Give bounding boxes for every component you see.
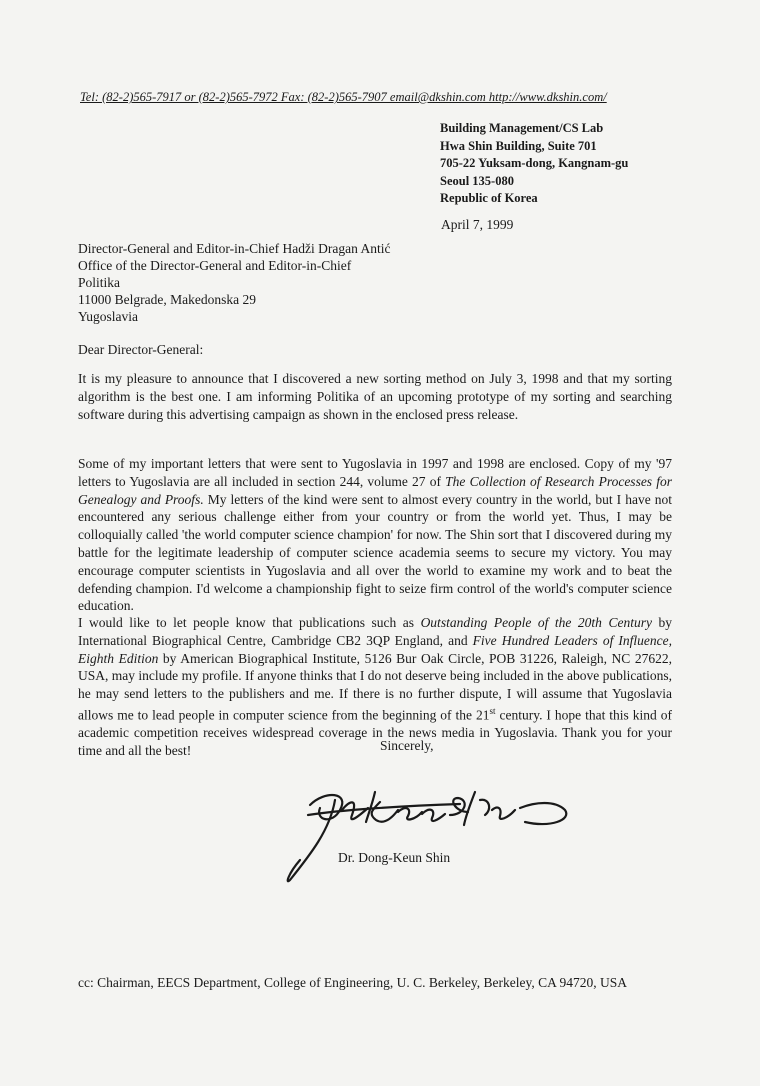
recipient-address-line: Politika	[78, 275, 121, 290]
sender-address	[440, 120, 628, 208]
sender-address-line: Building Management/CS Lab	[440, 121, 604, 135]
recipient-address-line: 11000 Belgrade, Makedonska 29	[78, 292, 256, 307]
sender-address-line: Seoul 135-080	[440, 173, 514, 188]
letter-date: April 7, 1999	[441, 217, 514, 232]
cc-line: cc: Chairman, EECS Department, College of Engineering, U. C. Berkeley, Berkeley, CA 94720, USA	[78, 975, 628, 990]
sender-address-line: 705-22 Yuksam-dong, Kangnam-gu	[440, 156, 629, 170]
sender-address-line: Hwa Shin Building, Suite 701	[440, 138, 597, 153]
closing: Sincerely,	[380, 738, 434, 753]
paragraph-text: I would like to let people know that publications such as	[78, 615, 421, 630]
book-title: Outstanding People of the 20th Century	[420, 615, 652, 630]
recipient-address-line: Yugoslavia	[78, 309, 138, 324]
paragraph-text: by International Biographical Centre, Cambridge CB2 3QP England, and	[78, 615, 672, 648]
body-paragraph-1: It is my pleasure to announce that I discovered a new sorting method on July 3, 1998 and that my sorting algorithm is the best one. I am informing Politika of an upcoming prototype of my sorting and searching software during this advertising campaign as shown in the enclosed press release.	[78, 371, 672, 422]
body-paragraph-2	[78, 455, 672, 615]
letterhead-contact-line: Tel: (82-2)565-7917 or (82-2)565-7972 Fax: (82-2)565-7907 email@dkshin.com http://www.dkshin.com/	[80, 90, 607, 104]
sender-address-line: Republic of Korea	[440, 191, 538, 205]
paragraph-text: Some of my important letters that were sent to Yugoslavia in 1997 and 1998 are enclosed. Copy of my '97 letters to Yugoslavia are all included in section 244, volume 27 of	[78, 456, 672, 489]
signer-name: Dr. Dong-Keun Shin	[338, 850, 451, 865]
paragraph-text: My letters of the kind were sent to almost every country in the world, but I have not encountered any serious challenge either from your country or from the world yet. Thus, I may be colloquially called 'the world computer science champion' for now. The Shin sort that I discovered during my battle for the legitimate leadership of computer science academia seems to secure my victory. You may encourage computer scientists in Yugoslavia and all over the world to examine my work and to beat the defending champion. I'd welcome a championship fight to seize firm control of the world's computer science education.	[78, 491, 673, 614]
book-title: The Collection of Research Processes for Genealogy and Proofs.	[78, 473, 672, 507]
book-title: Five Hundred Leaders of Influence, Eighth Edition	[78, 632, 672, 666]
recipient-address-line: Office of the Director-General and Editor-in-Chief	[78, 258, 352, 273]
paragraph-text: century. I hope that this kind of academic competition receives widespread coverage in the news media in Yugoslavia. Thank you for your time and all the best!	[78, 707, 672, 759]
recipient-address	[78, 240, 390, 325]
handwritten-signature	[280, 770, 580, 890]
body-paragraph-3	[78, 614, 672, 760]
salutation: Dear Director-General:	[78, 342, 204, 357]
paragraph-text: by American Biographical Institute, 5126 Bur Oak Circle, POB 31226, Raleigh, NC 27622, USA, may include my profile. If anyone thinks that I do not deserve being included in the above publications, he may send letters to the publishers and me. If there is no further dispute, I will assume that Yugoslavia allows me to lead people in computer science from the beginning of the 21	[78, 650, 673, 723]
ordinal-superscript: st	[489, 705, 496, 716]
recipient-address-line: Director-General and Editor-in-Chief Hadži Dragan Antić	[78, 241, 391, 256]
